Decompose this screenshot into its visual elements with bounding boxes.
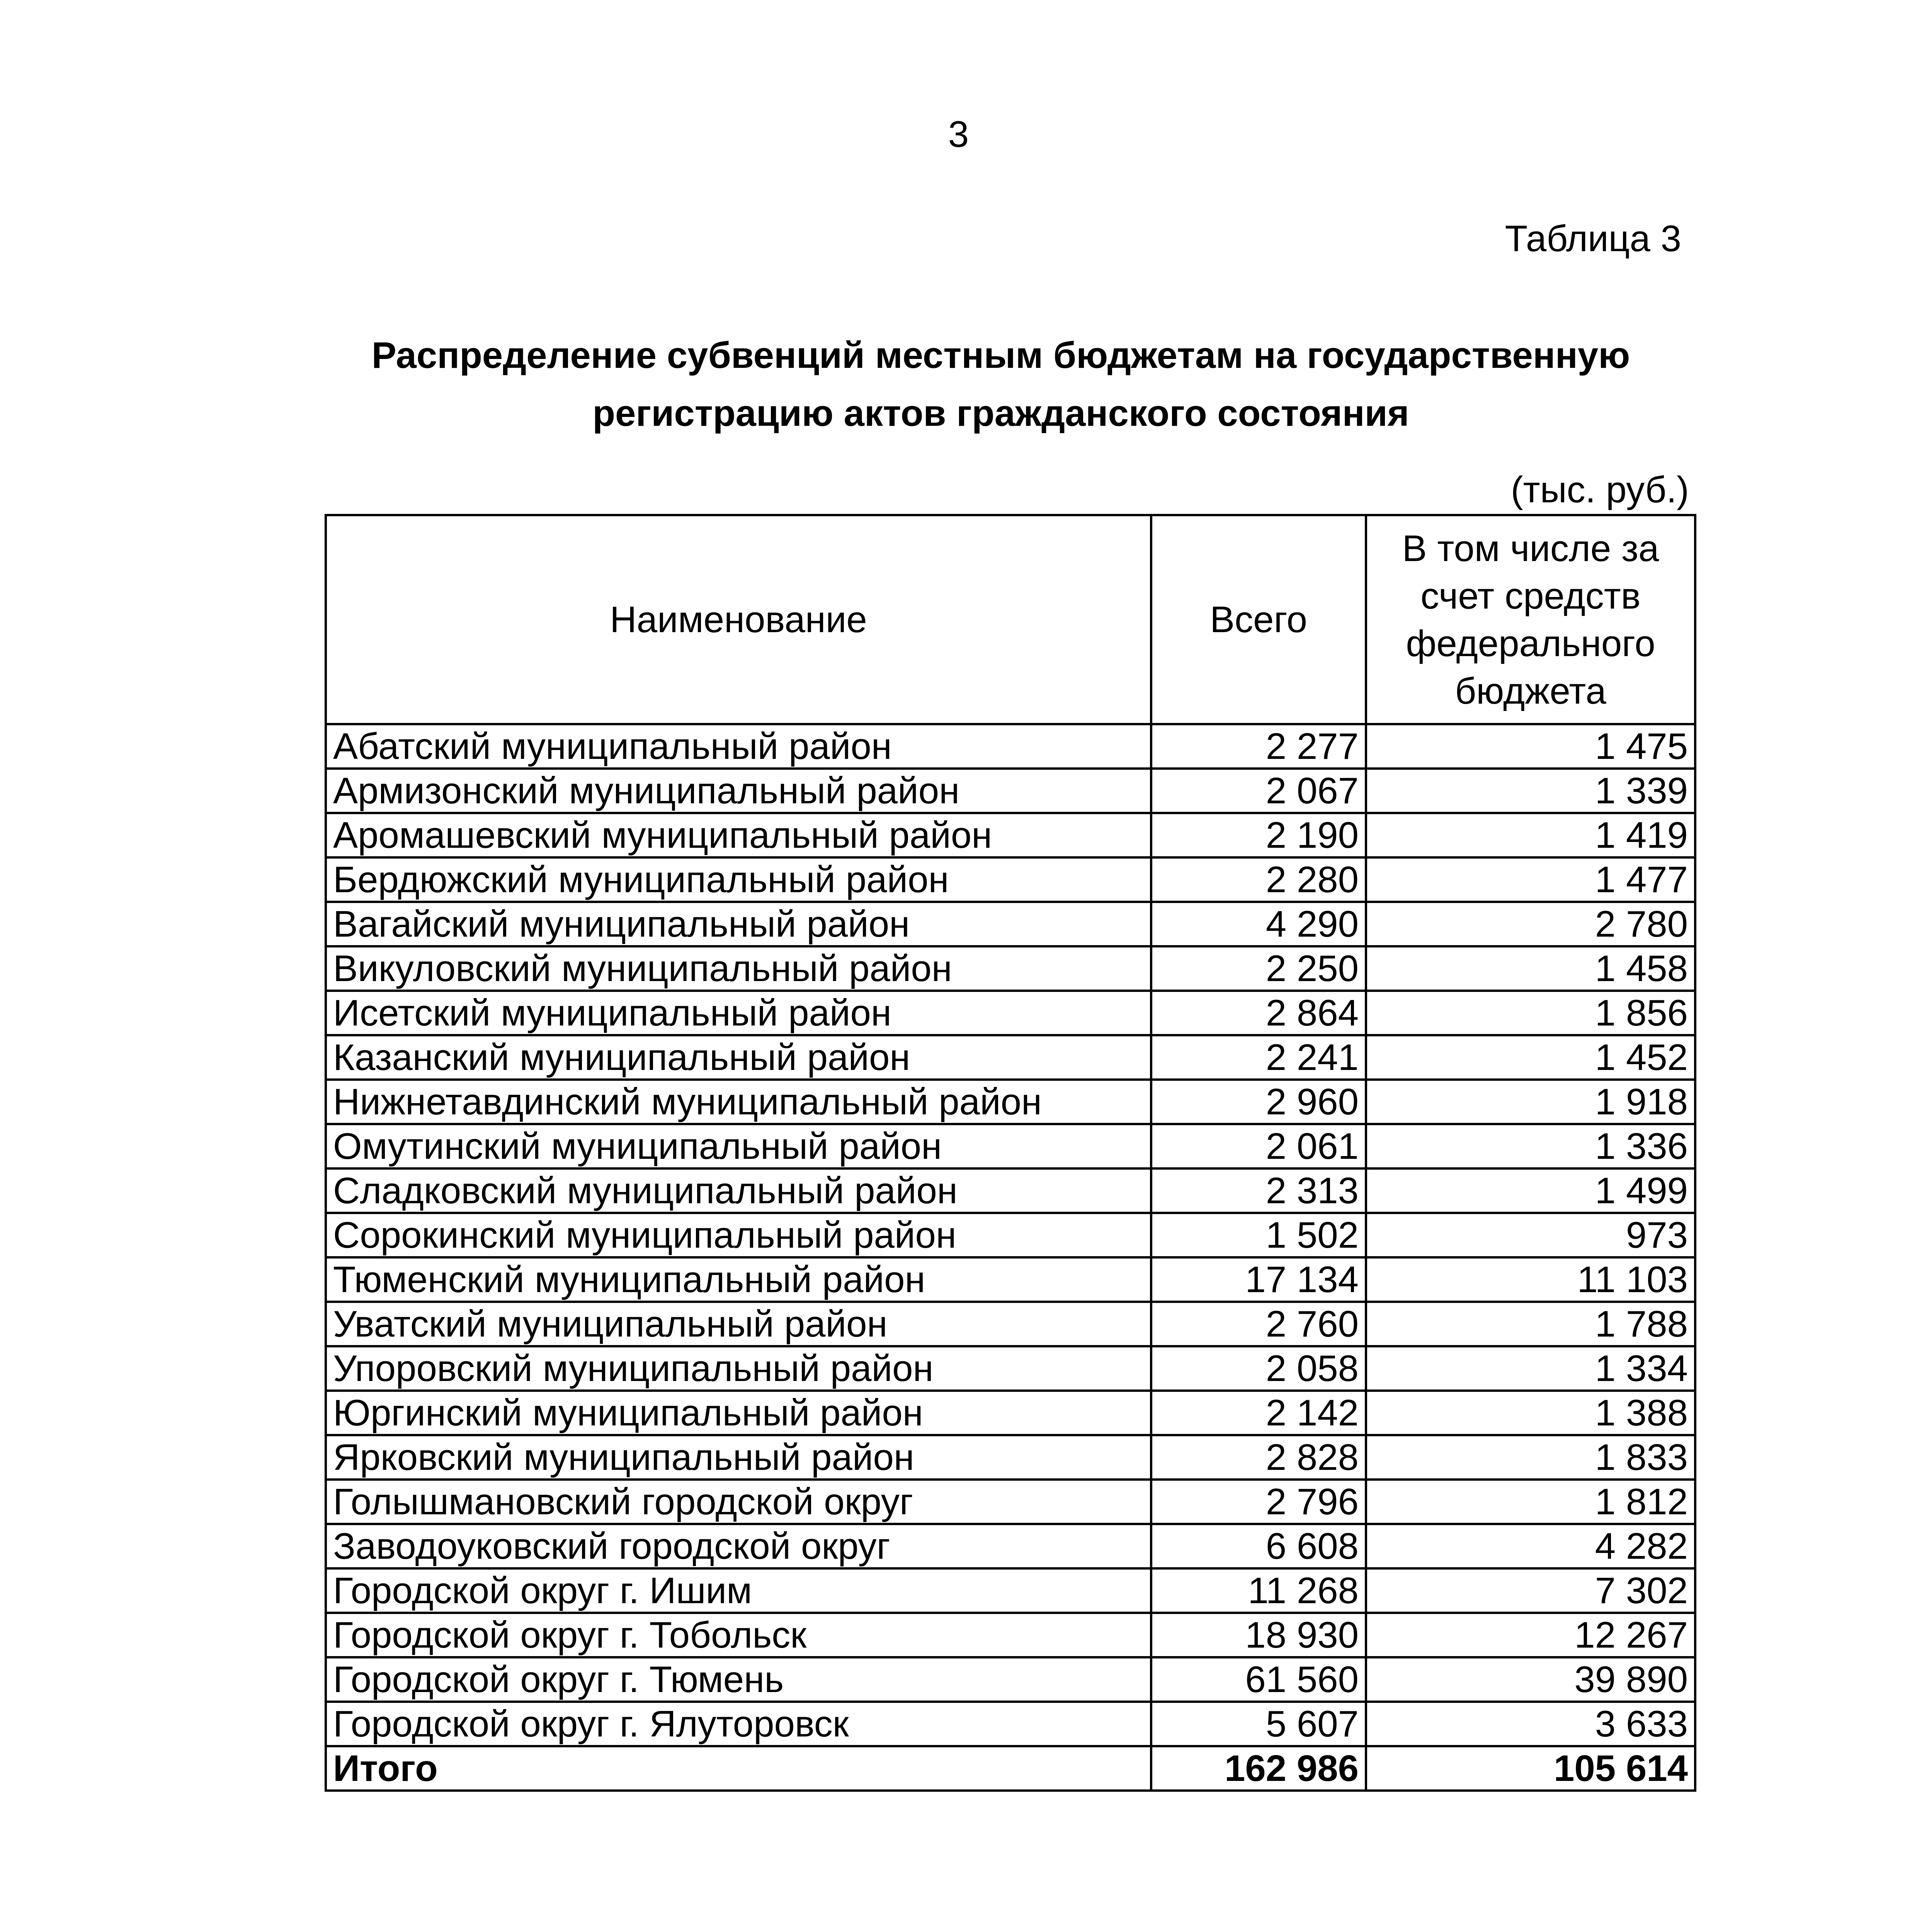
table-row bbox=[326, 1524, 1695, 1568]
total-sum: 162 986 bbox=[1151, 1746, 1366, 1791]
table-row bbox=[326, 1657, 1695, 1702]
subvention-table bbox=[325, 514, 1696, 1792]
row-total-cell: 4 290 bbox=[1151, 902, 1366, 946]
document-title bbox=[325, 327, 1677, 442]
row-federal-cell: 1 336 bbox=[1366, 1124, 1695, 1168]
row-name-cell: Заводоуковский городской округ bbox=[326, 1524, 1151, 1568]
table-row bbox=[326, 1213, 1695, 1257]
table-body bbox=[326, 724, 1695, 1746]
table-header-row bbox=[326, 515, 1695, 724]
title-line-2: регистрацию актов гражданского состояния bbox=[592, 393, 1409, 434]
row-total-cell: 2 796 bbox=[1151, 1480, 1366, 1524]
header-total: Всего bbox=[1151, 515, 1366, 724]
table-row bbox=[326, 857, 1695, 902]
row-total-cell: 2 250 bbox=[1151, 946, 1366, 991]
row-federal-cell: 1 499 bbox=[1366, 1168, 1695, 1213]
header-name: Наименование bbox=[326, 515, 1151, 724]
row-total-cell: 2 760 bbox=[1151, 1302, 1366, 1346]
row-total-cell: 2 058 bbox=[1151, 1346, 1366, 1391]
row-federal-cell: 4 282 bbox=[1366, 1524, 1695, 1568]
table-row bbox=[326, 1346, 1695, 1391]
row-name-cell: Нижнетавдинский муниципальный район bbox=[326, 1080, 1151, 1124]
row-federal-cell: 3 633 bbox=[1366, 1702, 1695, 1746]
row-total-cell: 18 930 bbox=[1151, 1613, 1366, 1657]
row-name-cell: Тюменский муниципальный район bbox=[326, 1257, 1151, 1302]
row-total-cell: 61 560 bbox=[1151, 1657, 1366, 1702]
row-total-cell: 2 280 bbox=[1151, 857, 1366, 902]
table-row bbox=[326, 1568, 1695, 1613]
row-federal-cell: 1 856 bbox=[1366, 991, 1695, 1035]
row-name-cell: Городской округ г. Тюмень bbox=[326, 1657, 1151, 1702]
table-row bbox=[326, 1613, 1695, 1657]
row-federal-cell: 1 458 bbox=[1366, 946, 1695, 991]
row-name-cell: Городской округ г. Тобольск bbox=[326, 1613, 1151, 1657]
row-federal-cell: 7 302 bbox=[1366, 1568, 1695, 1613]
table-row bbox=[326, 1702, 1695, 1746]
row-federal-cell: 1 477 bbox=[1366, 857, 1695, 902]
table-row bbox=[326, 769, 1695, 813]
table-row bbox=[326, 1124, 1695, 1168]
row-name-cell: Уватский муниципальный район bbox=[326, 1302, 1151, 1346]
row-total-cell: 2 241 bbox=[1151, 1035, 1366, 1080]
table-row bbox=[326, 1257, 1695, 1302]
row-name-cell: Аромашевский муниципальный район bbox=[326, 813, 1151, 857]
row-name-cell: Вагайский муниципальный район bbox=[326, 902, 1151, 946]
row-name-cell: Казанский муниципальный район bbox=[326, 1035, 1151, 1080]
row-federal-cell: 1 388 bbox=[1366, 1391, 1695, 1435]
row-name-cell: Упоровский муниципальный район bbox=[326, 1346, 1151, 1391]
table-row bbox=[326, 813, 1695, 857]
row-total-cell: 2 960 bbox=[1151, 1080, 1366, 1124]
row-federal-cell: 1 339 bbox=[1366, 769, 1695, 813]
table-row bbox=[326, 1302, 1695, 1346]
table-row bbox=[326, 1480, 1695, 1524]
row-federal-cell: 1 419 bbox=[1366, 813, 1695, 857]
table-row bbox=[326, 991, 1695, 1035]
row-federal-cell: 12 267 bbox=[1366, 1613, 1695, 1657]
row-name-cell: Городской округ г. Ялуторовск bbox=[326, 1702, 1151, 1746]
row-total-cell: 6 608 bbox=[1151, 1524, 1366, 1568]
total-label: Итого bbox=[326, 1746, 1151, 1791]
total-row bbox=[326, 1746, 1695, 1791]
row-total-cell: 2 142 bbox=[1151, 1391, 1366, 1435]
row-total-cell: 17 134 bbox=[1151, 1257, 1366, 1302]
row-federal-cell: 973 bbox=[1366, 1213, 1695, 1257]
row-federal-cell: 1 788 bbox=[1366, 1302, 1695, 1346]
row-total-cell: 2 277 bbox=[1151, 724, 1366, 769]
row-name-cell: Юргинский муниципальный район bbox=[326, 1391, 1151, 1435]
page-number: 3 bbox=[948, 114, 969, 155]
row-federal-cell: 1 833 bbox=[1366, 1435, 1695, 1480]
table-row bbox=[326, 1035, 1695, 1080]
row-name-cell: Омутинский муниципальный район bbox=[326, 1124, 1151, 1168]
row-name-cell: Городской округ г. Ишим bbox=[326, 1568, 1151, 1613]
row-total-cell: 2 067 bbox=[1151, 769, 1366, 813]
table-row bbox=[326, 1168, 1695, 1213]
table-row bbox=[326, 946, 1695, 991]
row-name-cell: Исетский муниципальный район bbox=[326, 991, 1151, 1035]
row-total-cell: 2 313 bbox=[1151, 1168, 1366, 1213]
row-name-cell: Бердюжский муниципальный район bbox=[326, 857, 1151, 902]
row-name-cell: Армизонский муниципальный район bbox=[326, 769, 1151, 813]
table-row bbox=[326, 1435, 1695, 1480]
row-name-cell: Абатский муниципальный район bbox=[326, 724, 1151, 769]
row-federal-cell: 39 890 bbox=[1366, 1657, 1695, 1702]
table-row bbox=[326, 1391, 1695, 1435]
row-federal-cell: 1 334 bbox=[1366, 1346, 1695, 1391]
row-total-cell: 5 607 bbox=[1151, 1702, 1366, 1746]
table-row bbox=[326, 902, 1695, 946]
row-name-cell: Голышмановский городской округ bbox=[326, 1480, 1151, 1524]
row-name-cell: Сладковский муниципальный район bbox=[326, 1168, 1151, 1213]
row-federal-cell: 1 452 bbox=[1366, 1035, 1695, 1080]
row-federal-cell: 1 918 bbox=[1366, 1080, 1695, 1124]
row-name-cell: Ярковский муниципальный район bbox=[326, 1435, 1151, 1480]
row-total-cell: 2 190 bbox=[1151, 813, 1366, 857]
header-federal: В том числе за счет средств федерального бюджета bbox=[1366, 515, 1695, 724]
table-row bbox=[326, 724, 1695, 769]
row-name-cell: Викуловский муниципальный район bbox=[326, 946, 1151, 991]
row-total-cell: 2 828 bbox=[1151, 1435, 1366, 1480]
row-federal-cell: 2 780 bbox=[1366, 902, 1695, 946]
total-federal: 105 614 bbox=[1366, 1746, 1695, 1791]
row-name-cell: Сорокинский муниципальный район bbox=[326, 1213, 1151, 1257]
row-total-cell: 1 502 bbox=[1151, 1213, 1366, 1257]
table-caption: Таблица 3 bbox=[1505, 218, 1681, 259]
units-label: (тыс. руб.) bbox=[1510, 469, 1689, 510]
title-line-1: Распределение субвенций местным бюджетам на государственную bbox=[371, 335, 1630, 376]
row-total-cell: 11 268 bbox=[1151, 1568, 1366, 1613]
row-federal-cell: 1 812 bbox=[1366, 1480, 1695, 1524]
row-federal-cell: 11 103 bbox=[1366, 1257, 1695, 1302]
row-total-cell: 2 864 bbox=[1151, 991, 1366, 1035]
row-federal-cell: 1 475 bbox=[1366, 724, 1695, 769]
row-total-cell: 2 061 bbox=[1151, 1124, 1366, 1168]
table-row bbox=[326, 1080, 1695, 1124]
